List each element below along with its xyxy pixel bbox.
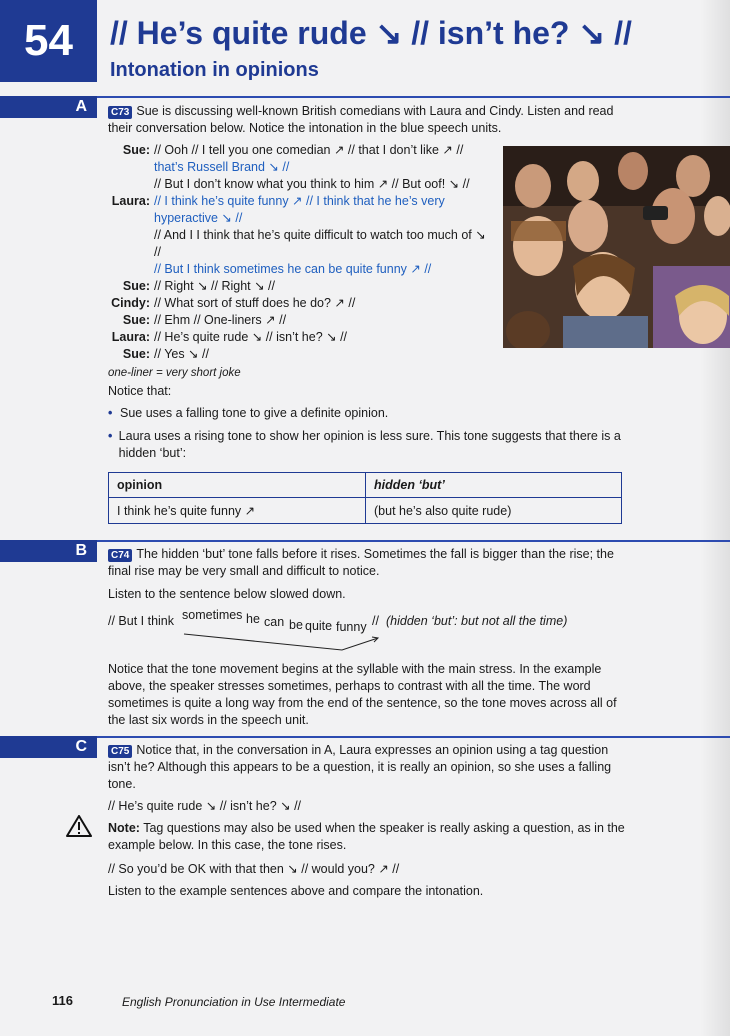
section-b-tab: B	[0, 540, 97, 562]
speaker-label	[108, 227, 154, 261]
speaker-label: Sue:	[122, 313, 150, 327]
section-a-intro-text: Sue is discussing well-known British comedians with Laura and Cindy. Listen and read their conversation below. Notice the intonation in the blue speech units.	[108, 104, 614, 135]
dialogue-text: // What sort of stuff does he do? ↗ //	[154, 296, 356, 310]
bullet-text: Sue uses a falling tone to give a definite opinion.	[120, 406, 389, 420]
dialogue-text: // Ehm // One-liners ↗ //	[154, 313, 287, 327]
dialogue-text: // Yes ↘ //	[154, 347, 209, 361]
table-cell-hidden: (but he’s also quite rude)	[366, 498, 622, 524]
tone-contour-arrow-icon	[182, 632, 382, 654]
table-header-hidden-but: hidden ‘but’	[366, 473, 622, 498]
sentence-word-funny: funny	[336, 620, 367, 634]
unit-title: // He’s quite rude ↘ // isn’t he? ↘ //	[110, 15, 632, 51]
sentence-word-sometimes: sometimes	[182, 608, 243, 622]
bullet-item	[108, 405, 628, 422]
speaker-label: Laura:	[111, 194, 150, 208]
dialogue-line	[108, 295, 488, 312]
dialogue-line	[108, 278, 488, 295]
dialogue-line	[108, 193, 488, 227]
audio-track-c74-icon[interactable]: C74	[108, 549, 132, 562]
dialogue-text-blue: that’s Russell Brand ↘ //	[154, 160, 290, 174]
dialogue-line	[108, 142, 488, 159]
sentence-word-can: can	[264, 615, 285, 629]
example-tag-falling: // He’s quite rude ↘ // isn’t he? ↘ //	[108, 799, 302, 813]
notice-label: Notice that:	[108, 384, 172, 398]
bullet-dot-icon: •	[108, 406, 113, 420]
section-c-listen: Listen to the example sentences above and compare the intonation.	[108, 884, 484, 898]
example-tag-rising: // So you’d be OK with that then ↘ // would you? ↗ //	[108, 862, 400, 876]
section-c-tab: C	[0, 736, 97, 758]
audience-photo-illustration	[503, 146, 730, 348]
opinion-table	[108, 472, 622, 524]
speaker-label	[108, 261, 154, 278]
sentence-start: // But I think	[108, 614, 175, 628]
table-row	[109, 498, 622, 524]
section-a-divider	[97, 96, 730, 98]
section-c-intro	[108, 742, 628, 793]
section-b-divider	[97, 540, 730, 542]
dialogue-line	[108, 329, 488, 346]
comedy-audience-photo	[503, 146, 730, 348]
speaker-label	[108, 176, 154, 193]
section-b-intro	[108, 546, 628, 580]
dialogue-text: // And I I think that he’s quite difficult to watch too much of ↘ //	[154, 228, 486, 259]
table-header-row	[109, 473, 622, 498]
unit-subtitle: Intonation in opinions	[110, 59, 319, 81]
dialogue-line	[108, 227, 488, 261]
bullet-text: Laura uses a rising tone to show her opinion is less sure. This tone suggests that there is a hidden ‘but’:	[118, 429, 621, 460]
dialogue-text: // But I don’t know what you think to him ↗ // But oof! ↘ //	[154, 177, 470, 191]
speaker-label: Sue:	[122, 347, 150, 361]
dialogue-line	[108, 261, 488, 278]
dialogue-text: // Right ↘ // Right ↘ //	[154, 279, 275, 293]
note-label: Note:	[108, 821, 140, 835]
section-a-intro	[108, 103, 628, 137]
notice-bullets	[108, 405, 628, 468]
audio-track-c75-icon[interactable]: C75	[108, 745, 132, 758]
table-cell-opinion: I think he’s quite funny ↗	[109, 498, 366, 524]
section-a-tab: A	[0, 96, 97, 118]
unit-number-badge: 54	[0, 0, 97, 82]
dialogue-text: // He’s quite rude ↘ // isn’t he? ↘ //	[154, 330, 348, 344]
dialogue-line	[108, 312, 488, 329]
sentence-word-quite: quite	[305, 619, 333, 633]
section-c-intro-text: Notice that, in the conversation in A, Laura expresses an opinion using a tag question isn’t he? Although this appears to be a question, it is really an opinion, so she uses a falling tone.	[108, 743, 612, 791]
table-header-opinion: opinion	[109, 473, 366, 498]
audio-track-c73-icon[interactable]: C73	[108, 106, 132, 119]
note-block	[108, 820, 628, 854]
speaker-label: Cindy:	[111, 296, 150, 310]
warning-triangle-icon	[66, 815, 92, 842]
sentence-word-he: he	[246, 612, 260, 626]
glossary-note: one-liner = very short joke	[108, 367, 241, 379]
speaker-label	[108, 159, 154, 176]
section-c-divider	[97, 736, 730, 738]
bullet-item	[108, 428, 628, 462]
sentence-word-be: be	[289, 618, 303, 632]
speaker-label: Sue:	[122, 143, 150, 157]
dialogue-text-blue: // I think he’s quite funny ↗ // I think that he he’s very hyperactive ↘ //	[154, 194, 445, 225]
section-b-listen: Listen to the sentence below slowed down.	[108, 587, 346, 601]
section-b-intro-text: The hidden ‘but’ tone falls before it rises. Sometimes the fall is bigger than the rise; the final rise may be very small and difficult to notice.	[108, 547, 614, 578]
dialogue-line	[108, 159, 488, 176]
dialogue-text: // Ooh // I tell you one comedian ↗ // that I don’t like ↗ //	[154, 143, 464, 157]
conversation	[108, 142, 488, 382]
dialogue-text-blue: // But I think sometimes he can be quite funny ↗ //	[154, 262, 432, 276]
sentence-end: //	[372, 614, 379, 628]
dialogue-line	[108, 176, 488, 193]
hidden-but-note: (hidden ‘but’: but not all the time)	[386, 614, 568, 628]
slowed-sentence	[108, 604, 628, 654]
book-title: English Pronunciation in Use Intermediate	[122, 995, 346, 1009]
speaker-label: Sue:	[122, 279, 150, 293]
note-text: Tag questions may also be used when the speaker is really asking a question, as in the example below. In this case, the tone rises.	[108, 821, 625, 852]
section-b-notice: Notice that the tone movement begins at the syllable with the main stress. In the example above, the speaker stresses sometimes, perhaps to contrast with all the time. The word sometimes is quite a long way from the end of the sentence, so the tone moves across all of the last six words in the speech unit.	[108, 662, 617, 727]
page-number: 116	[52, 993, 73, 1008]
speaker-label: Laura:	[111, 330, 150, 344]
dialogue-line	[108, 346, 488, 363]
bullet-dot-icon: •	[108, 429, 113, 443]
